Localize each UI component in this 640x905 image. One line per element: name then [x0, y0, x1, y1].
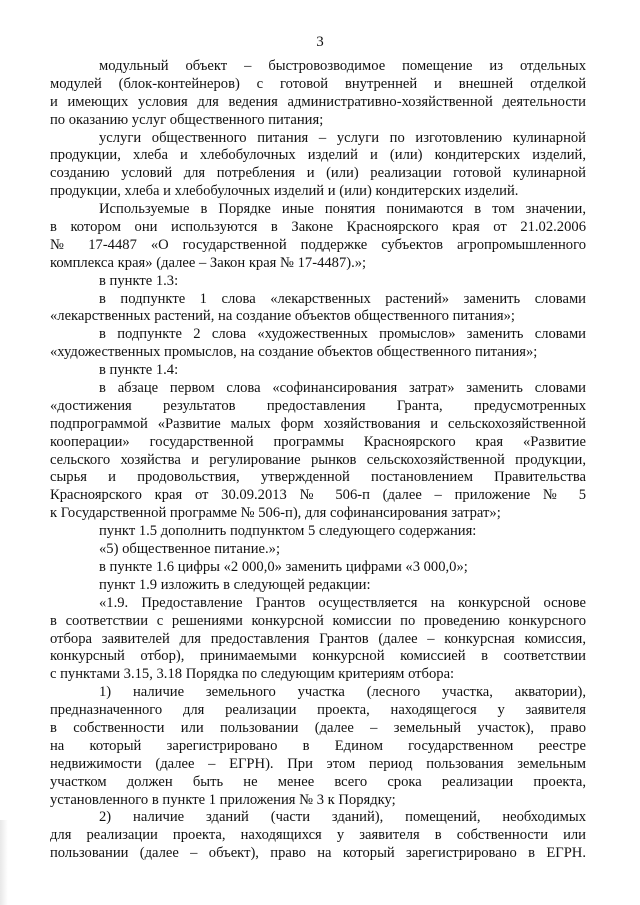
text-line: 1) наличие земельного участка (лесного участка, акватории),: [99, 684, 586, 701]
scan-edge-shadow: [0, 820, 8, 905]
text-line: продукции, хлеба и хлебобулочных изделий и (или) кондитерских изделий,: [50, 147, 586, 164]
text-line: в абзаце первом слова «софинансирования затрат» заменить словами: [99, 380, 586, 397]
text-line: в пункте 1.4:: [99, 362, 179, 379]
text-line: пункт 1.5 дополнить подпунктом 5 следующего содержания:: [99, 523, 477, 540]
text-line: продукции, хлеба и хлебобулочных изделий и (или) кондитерских изделий.: [50, 183, 519, 200]
paragraph-criterion-1: [50, 684, 586, 809]
text-line: предназначенного для реализации проекта, находящегося у заявителя: [50, 702, 586, 719]
text-line: кооперации» государственной программы Красноярского края «Развитие: [50, 433, 586, 450]
text-line: и имеющих условия для ведения административно-хозяйственной деятельности: [50, 93, 586, 110]
text-line: «1.9. Предоставление Грантов осуществляется на конкурсной основе: [99, 594, 586, 611]
text-line: по оказанию услуг общественного питания;: [50, 111, 324, 128]
paragraph-point-1-9: [99, 577, 586, 595]
text-line: модульный объект – быстровозводимое помещение из отдельных: [99, 58, 586, 74]
text-line: в подпункте 1 слова «лекарственных растений» заменить словами: [99, 290, 586, 307]
paragraph-catering-services: [50, 129, 586, 202]
text-line: «5) общественное питание.»;: [99, 541, 281, 558]
text-line: созданию условий для потребления и (или) реализации готовой кулинарной: [50, 165, 586, 182]
text-line: пользовании (далее – объект), право на который зарегистрировано в ЕГРН.: [50, 845, 586, 862]
paragraph-subpoint-2: [50, 326, 586, 362]
text-line: в подпункте 2 слова «художественных промыслов» заменить словами: [99, 326, 586, 343]
text-line: недвижимости (далее – ЕГРН). При этом период пользования земельным: [50, 755, 586, 772]
text-line: № 17-4487 «О государственной поддержке субъектов агропромышленного: [50, 236, 586, 253]
text-line: с пунктами 3.15, 3.18 Порядка по следующим критериям отбора:: [50, 666, 455, 683]
text-line: к Государственной программе № 506-п), для софинансирования затрат»;: [50, 505, 501, 522]
paragraph-modular-object: [50, 58, 586, 130]
text-line: комплекса края» (далее – Закон края № 17-4487).»;: [50, 254, 367, 271]
text-line: в котором они используются в Законе Красноярского края от 21.02.2006: [50, 219, 586, 236]
paragraph-new-1-9: [50, 594, 586, 684]
paragraph-subpoint-1: [50, 290, 586, 327]
text-line: «достижения результатов предоставления Гранта, предусмотренных: [50, 397, 586, 414]
text-line: установленного в пункте 1 приложения № 3 к Порядку;: [50, 791, 396, 808]
text-line: «художественных промыслов, на создание объектов общественного питания»;: [50, 344, 538, 361]
paragraph-point-1-3: [99, 273, 586, 291]
paragraph-catering-item: [99, 541, 586, 559]
text-line: сырья и продовольствия, утвержденной постановлением Правительства: [50, 469, 586, 486]
text-line: в соответствии с решениями конкурсной комиссии по проведению конкурсного: [50, 612, 586, 629]
text-line: модулей (блок-контейнеров) с готовой внутренней и внешней отделкой: [50, 75, 586, 92]
text-line: «лекарственных растений, на создание объектов общественного питания»;: [50, 308, 515, 325]
text-line: в пункте 1.3:: [99, 272, 179, 289]
text-line: услуги общественного питания – услуги по изготовлению кулинарной: [99, 129, 586, 146]
page-number: 3: [316, 34, 324, 50]
text-line: конкурсный отбор), принимаемыми конкурсной комиссией в соответствии: [50, 648, 586, 665]
text-line: сельского хозяйства и регулирование рынков сельскохозяйственной продукции,: [50, 451, 586, 468]
text-line: пункт 1.9 изложить в следующей редакции:: [99, 576, 371, 593]
paragraph-point-1-4: [99, 362, 586, 380]
paragraph-point-1-5: [99, 523, 586, 541]
text-line: отбора заявителей для предоставления Грантов (далее – конкурсная комиссия,: [50, 630, 586, 647]
paragraph-first-paragraph-change: [50, 380, 586, 523]
text-line: участком должен быть не менее всего срока реализации проекта,: [50, 773, 586, 790]
text-line: 2) наличие зданий (части зданий), помещений, необходимых: [99, 809, 586, 826]
text-line: Используемые в Порядке иные понятия понимаются в том значении,: [99, 201, 586, 218]
paragraph-criterion-2: [50, 809, 586, 863]
text-line: подпрограммой «Развитие малых форм хозяйствования и сельскохозяйственной: [50, 415, 586, 432]
document-body: [50, 58, 586, 863]
text-line: Красноярского края от 30.09.2013 № 506-п (далее – приложение № 5: [50, 487, 586, 504]
paragraph-other-terms: [50, 201, 586, 273]
paragraph-point-1-6: [99, 559, 586, 577]
text-line: для реализации проекта, находящихся у заявителя в собственности или: [50, 827, 586, 844]
text-line: на который зарегистрировано в Едином государственном реестре: [50, 737, 586, 754]
text-line: в собственности или пользовании (далее – земельный участок), право: [50, 719, 586, 736]
text-line: в пункте 1.6 цифры «2 000,0» заменить цифрами «3 000,0»;: [99, 558, 468, 575]
